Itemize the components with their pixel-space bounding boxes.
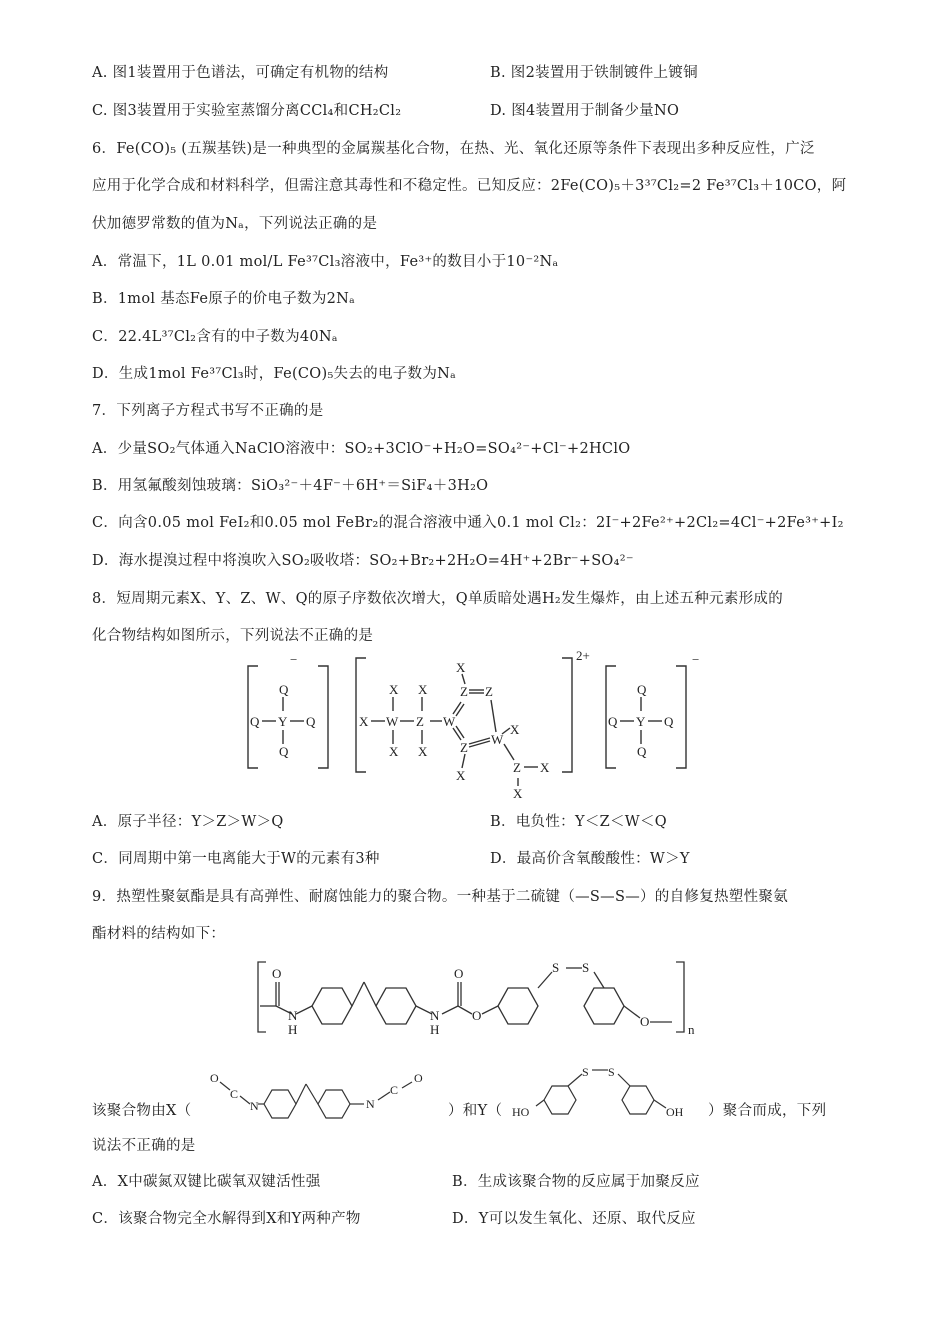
- q9-y-hydroxyl-left: HO: [512, 1105, 530, 1119]
- q9-x-atom-c: C: [390, 1083, 399, 1097]
- q8-atom-x: X: [389, 682, 399, 697]
- q9-atom-s: S: [582, 960, 590, 975]
- q8-stem-line2: 化合物结构如图所示，下列说法不正确的是: [92, 628, 374, 644]
- q5-option-a: A. 图1装置用于色谱法，可确定有机物的结构: [92, 65, 389, 81]
- q9-atom-o: O: [454, 966, 464, 981]
- q8-cation-charge: 2+: [576, 650, 590, 663]
- q8-atom-x: X: [540, 760, 550, 775]
- q8-option-d: D．最高价含氧酸酸性：W＞Y: [490, 851, 690, 867]
- q9-stem-line3: 说法不正确的是: [92, 1138, 196, 1154]
- q9-x-atom-n: N: [250, 1099, 259, 1113]
- q9-repeat-n: n: [688, 1022, 695, 1037]
- q8-atom-x: X: [510, 722, 520, 737]
- q8-atom-x: X: [418, 682, 428, 697]
- q6-option-c: C．22.4L³⁷Cl₂含有的中子数为40Nₐ: [92, 329, 338, 345]
- q8-atom-y: Y: [636, 714, 646, 729]
- q8-anion-charge-right: −: [692, 652, 700, 667]
- q9-atom-n: N: [430, 1008, 440, 1023]
- q8-option-b: B．电负性：Y＜Z＜W＜Q: [490, 814, 667, 830]
- q5-option-c: C. 图3装置用于实验室蒸馏分离CCl₄和CH₂Cl₂: [92, 103, 402, 119]
- q8-atom-w: W: [443, 714, 456, 729]
- q6-stem-line3: 伏加德罗常数的值为Nₐ，下列说法正确的是: [92, 216, 378, 232]
- q9-atom-h: H: [430, 1022, 440, 1037]
- q9-stem-line2: 酯材料的结构如下：: [92, 926, 226, 942]
- q9-stem-line1: 9．热塑性聚氨酯是具有高弹性、耐腐蚀能力的聚合物。一种基于二硫键（—S—S—）的自修复热塑性聚氨: [92, 889, 788, 905]
- q8-atom-z: Z: [460, 684, 468, 699]
- q8-atom-z: Z: [460, 740, 468, 755]
- q8-option-a: A．原子半径：Y＞Z＞W＞Q: [92, 814, 284, 830]
- q8-atom-z: Z: [513, 760, 521, 775]
- q8-atom-w: W: [491, 732, 504, 747]
- q9-atom-o: O: [640, 1014, 650, 1029]
- q9-option-c: C．该聚合物完全水解得到X和Y两种产物: [92, 1211, 361, 1227]
- q8-atom-x: X: [359, 714, 369, 729]
- q8-atom-q: Q: [608, 714, 618, 729]
- q9-x-atom-n: N: [366, 1097, 375, 1111]
- q9-atom-n: N: [288, 1008, 298, 1023]
- q8-stem-line1: 8．短周期元素X、Y、Z、W、Q的原子序数依次增大，Q单质暗处遇H₂发生爆炸，由上述五种元素形成的: [92, 591, 784, 607]
- q7-stem: 7．下列离子方程式书写不正确的是: [92, 403, 324, 419]
- q8-atom-q: Q: [250, 714, 260, 729]
- q9-monomer-x-prefix: 该聚合物由X（: [92, 1103, 192, 1119]
- q9-atom-s: S: [552, 960, 560, 975]
- q9-atom-o: O: [272, 966, 282, 981]
- q9-x-atom-o: O: [210, 1071, 219, 1085]
- q9-y-hydroxyl-right: OH: [666, 1105, 684, 1119]
- q9-monomer-x-structure: [200, 1064, 444, 1120]
- q7-option-d: D．海水提溴过程中将溴吹入SO₂吸收塔：SO₂+Br₂+2H₂O=4H⁺+2Br⁻+SO₄²⁻: [92, 553, 634, 569]
- q7-option-a: A．少量SO₂气体通入NaClO溶液中：SO₂+3ClO⁻+H₂O=SO₄²⁻+Cl⁻+2HClO: [92, 441, 631, 457]
- q8-atom-z: Z: [485, 684, 493, 699]
- q9-x-atom-o: O: [414, 1071, 423, 1085]
- q6-stem-line2: 应用于化学合成和材料科学，但需注意其毒性和不稳定性。已知反应：2Fe(CO)₅＋3³⁷Cl₂=2 Fe³⁷Cl₃＋10CO，阿: [92, 178, 847, 194]
- q9-x-atom-c: C: [230, 1087, 239, 1101]
- q9-atom-o: O: [472, 1008, 482, 1023]
- q8-anion-charge-left: −: [290, 652, 298, 667]
- q8-atom-q: Q: [279, 682, 289, 697]
- q9-y-atom-s: S: [582, 1065, 589, 1079]
- q7-option-c: C．向含0.05 mol FeI₂和0.05 mol FeBr₂的混合溶液中通入0.1 mol Cl₂：2I⁻+2Fe²⁺+2Cl₂=4Cl⁻+2Fe³⁺+I₂: [92, 515, 844, 531]
- q8-atom-q: Q: [637, 744, 647, 759]
- q8-atom-y: Y: [278, 714, 288, 729]
- q8-structure-diagram: [240, 650, 710, 800]
- q8-atom-z: Z: [416, 714, 424, 729]
- q6-option-b: B．1mol 基态Fe原子的价电子数为2Nₐ: [92, 291, 356, 307]
- q9-monomer-y-suffix: ）聚合而成，下列: [708, 1103, 827, 1119]
- q8-atom-x: X: [418, 744, 428, 759]
- q8-atom-x: X: [456, 660, 466, 675]
- q8-atom-q: Q: [664, 714, 674, 729]
- q6-option-a: A．常温下，1L 0.01 mol/L Fe³⁷Cl₃溶液中，Fe³⁺的数目小于10⁻²Nₐ: [92, 254, 559, 270]
- q6-option-d: D．生成1mol Fe³⁷Cl₃时，Fe(CO)₅失去的电子数为Nₐ: [92, 366, 457, 382]
- q7-option-b: B．用氢氟酸刻蚀玻璃：SiO₃²⁻＋4F⁻＋6H⁺＝SiF₄＋3H₂O: [92, 478, 489, 494]
- q8-atom-q: Q: [637, 682, 647, 697]
- q5-option-d: D. 图4装置用于制备少量NO: [490, 103, 680, 119]
- q9-monomer-y-prefix: ）和Y（: [448, 1103, 503, 1119]
- q8-atom-q: Q: [279, 744, 289, 759]
- q5-option-b: B. 图2装置用于铁制镀件上镀铜: [490, 65, 698, 81]
- q9-option-b: B．生成该聚合物的反应属于加聚反应: [452, 1174, 700, 1190]
- q8-atom-q: Q: [306, 714, 316, 729]
- q9-option-d: D．Y可以发生氧化、还原、取代反应: [452, 1211, 696, 1227]
- q9-polymer-structure: [248, 948, 708, 1040]
- q9-option-a: A．X中碳氮双键比碳氧双键活性强: [92, 1174, 321, 1190]
- q8-atom-x: X: [456, 768, 466, 783]
- q9-monomer-y-structure: [510, 1058, 706, 1120]
- q9-atom-h: H: [288, 1022, 298, 1037]
- q8-atom-w: W: [386, 714, 399, 729]
- q8-option-c: C．同周期中第一电离能大于W的元素有3种: [92, 851, 380, 867]
- q9-y-atom-s: S: [608, 1065, 615, 1079]
- q8-atom-x: X: [513, 786, 523, 800]
- q6-stem-line1: 6．Fe(CO)₅ (五羰基铁)是一种典型的金属羰基化合物，在热、光、氧化还原等条件下表现出多种反应性，广泛: [92, 141, 815, 157]
- q8-atom-x: X: [389, 744, 399, 759]
